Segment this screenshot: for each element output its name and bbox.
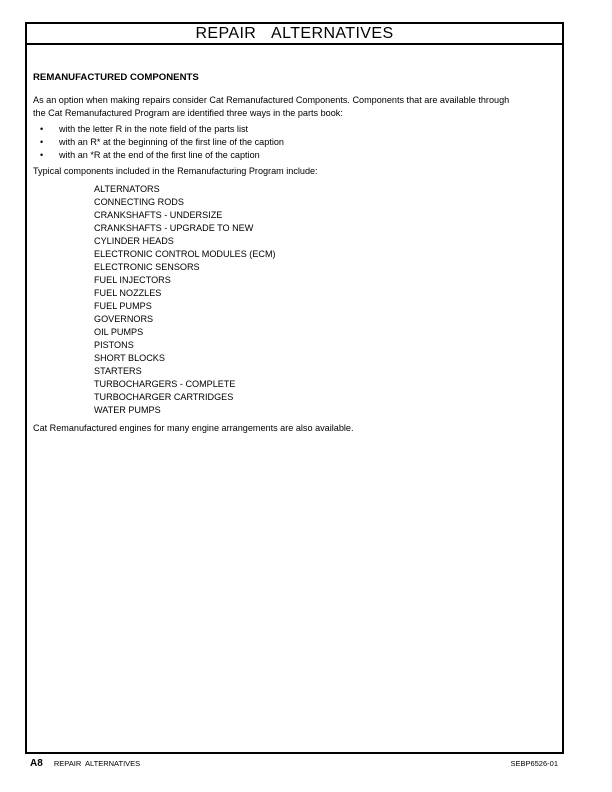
bullet-icon: •	[40, 137, 44, 147]
intro-line-2: the Cat Remanufactured Program are identified three ways in the parts book:	[33, 108, 343, 118]
component-item: CRANKSHAFTS - UNDERSIZE	[94, 210, 223, 220]
list-item	[33, 136, 556, 149]
bullet-icon: •	[40, 124, 44, 134]
component-item: STARTERS	[94, 366, 142, 376]
component-item: CONNECTING RODS	[94, 197, 184, 207]
component-item: CYLINDER HEADS	[94, 236, 174, 246]
component-item: GOVERNORS	[94, 314, 154, 324]
component-item: ALTERNATORS	[94, 184, 160, 194]
typical-components-intro: Typical components included in the Remanufacturing Program include:	[33, 166, 318, 176]
page-content	[27, 72, 562, 435]
component-item: ELECTRONIC CONTROL MODULES (ECM)	[94, 249, 276, 259]
component-item: WATER PUMPS	[94, 405, 161, 415]
component-item: FUEL INJECTORS	[94, 275, 171, 285]
page-number: A8	[30, 758, 43, 769]
document-id: SEBP6526-01	[510, 759, 558, 768]
page-title: REPAIR ALTERNATIVES	[27, 24, 562, 45]
component-item: FUEL NOZZLES	[94, 288, 162, 298]
intro-paragraph	[33, 94, 556, 120]
component-item: TURBOCHARGER CARTRIDGES	[94, 392, 234, 402]
component-item: SHORT BLOCKS	[94, 353, 165, 363]
list-item-text: with the letter R in the note field of the parts list	[59, 124, 249, 134]
page-footer	[30, 757, 558, 771]
page-frame	[25, 22, 564, 754]
identification-list	[33, 123, 556, 162]
list-item-text: with an *R at the end of the first line of the caption	[59, 150, 260, 160]
list-item	[33, 123, 556, 136]
component-item: PISTONS	[94, 340, 134, 350]
footer-section-name: REPAIR ALTERNATIVES	[53, 759, 141, 768]
intro-line-1: As an option when making repairs consider Cat Remanufactured Components. Components that are available through	[33, 95, 510, 105]
section-heading: REMANUFACTURED COMPONENTS	[33, 72, 199, 83]
component-item: TURBOCHARGERS - COMPLETE	[94, 379, 236, 389]
component-item: OIL PUMPS	[94, 327, 144, 337]
component-item: CRANKSHAFTS - UPGRADE TO NEW	[94, 223, 254, 233]
component-item: ELECTRONIC SENSORS	[94, 262, 200, 272]
components-list	[33, 183, 556, 417]
closing-paragraph: Cat Remanufactured engines for many engine arrangements are also available.	[33, 423, 354, 433]
list-item-text: with an R* at the beginning of the first line of the caption	[59, 137, 284, 147]
component-item: FUEL PUMPS	[94, 301, 152, 311]
list-item	[33, 149, 556, 162]
bullet-icon: •	[40, 150, 44, 160]
